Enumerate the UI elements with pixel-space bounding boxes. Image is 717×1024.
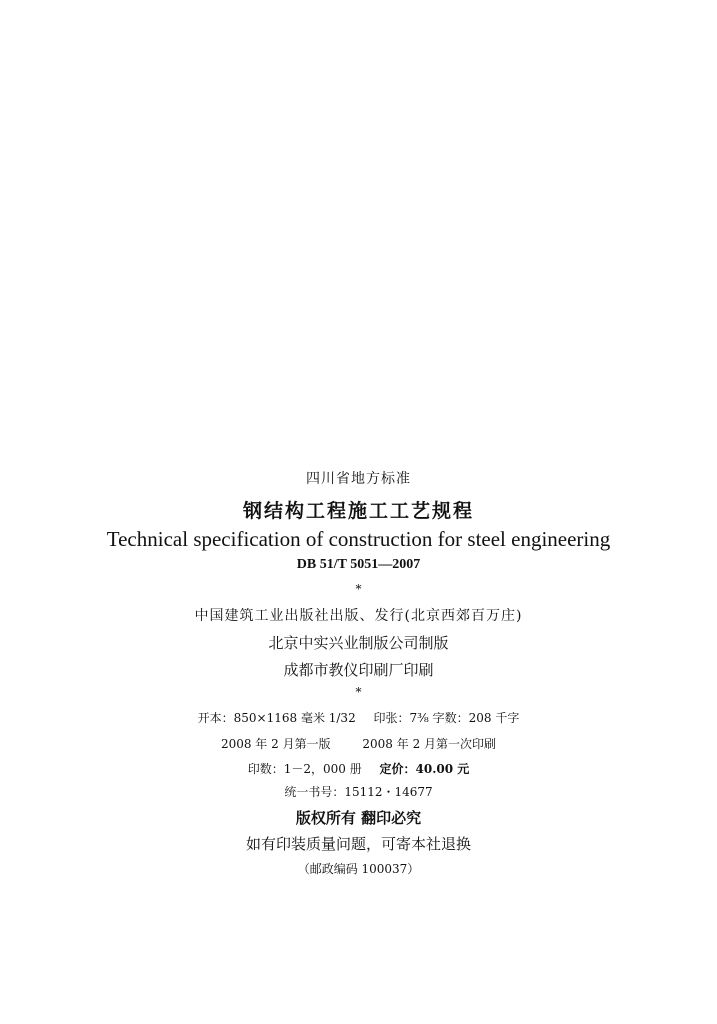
format-spec: 开本：850×1168 毫米 1/32: [197, 711, 356, 725]
separator-star: *: [355, 685, 362, 699]
book-title-chinese: 钢结构工程施工工艺规程: [242, 500, 474, 522]
postcode: （邮政编码 100037）: [297, 862, 420, 876]
sheets-spec: 印张：7⅜: [373, 711, 429, 725]
words-spec: 字数：208 千字: [432, 711, 520, 725]
publisher-line: 中国建筑工业出版社出版、发行(北京西郊百万庄): [194, 608, 523, 624]
book-title-english: Technical specification of construction for steel engineering: [106, 527, 611, 551]
returns-notice: 如有印装质量问题，可寄本社退换: [245, 835, 471, 853]
printing-info: 2008 年 2 月第一次印刷: [362, 737, 497, 751]
specs-line: [0, 709, 717, 726]
rights-notice: 版权所有 翻印必究: [295, 809, 422, 827]
price: 定价：40.00 元: [379, 762, 470, 776]
platemaker-line: 北京中实兴业制版公司制版: [268, 634, 449, 652]
edition-info: 2008 年 2 月第一版: [220, 737, 331, 751]
print-run: 印数：1－2，000 册: [247, 762, 362, 776]
standard-code: DB 51/T 5051—2007: [296, 557, 421, 572]
editions-line: [0, 735, 717, 752]
quantity-line: [0, 760, 717, 777]
separator-star: *: [355, 582, 362, 596]
book-number: 统一书号：15112・14677: [284, 785, 433, 799]
printer-line: 成都市教仪印刷厂印刷: [283, 661, 434, 679]
series-name: 四川省地方标准: [306, 471, 411, 487]
